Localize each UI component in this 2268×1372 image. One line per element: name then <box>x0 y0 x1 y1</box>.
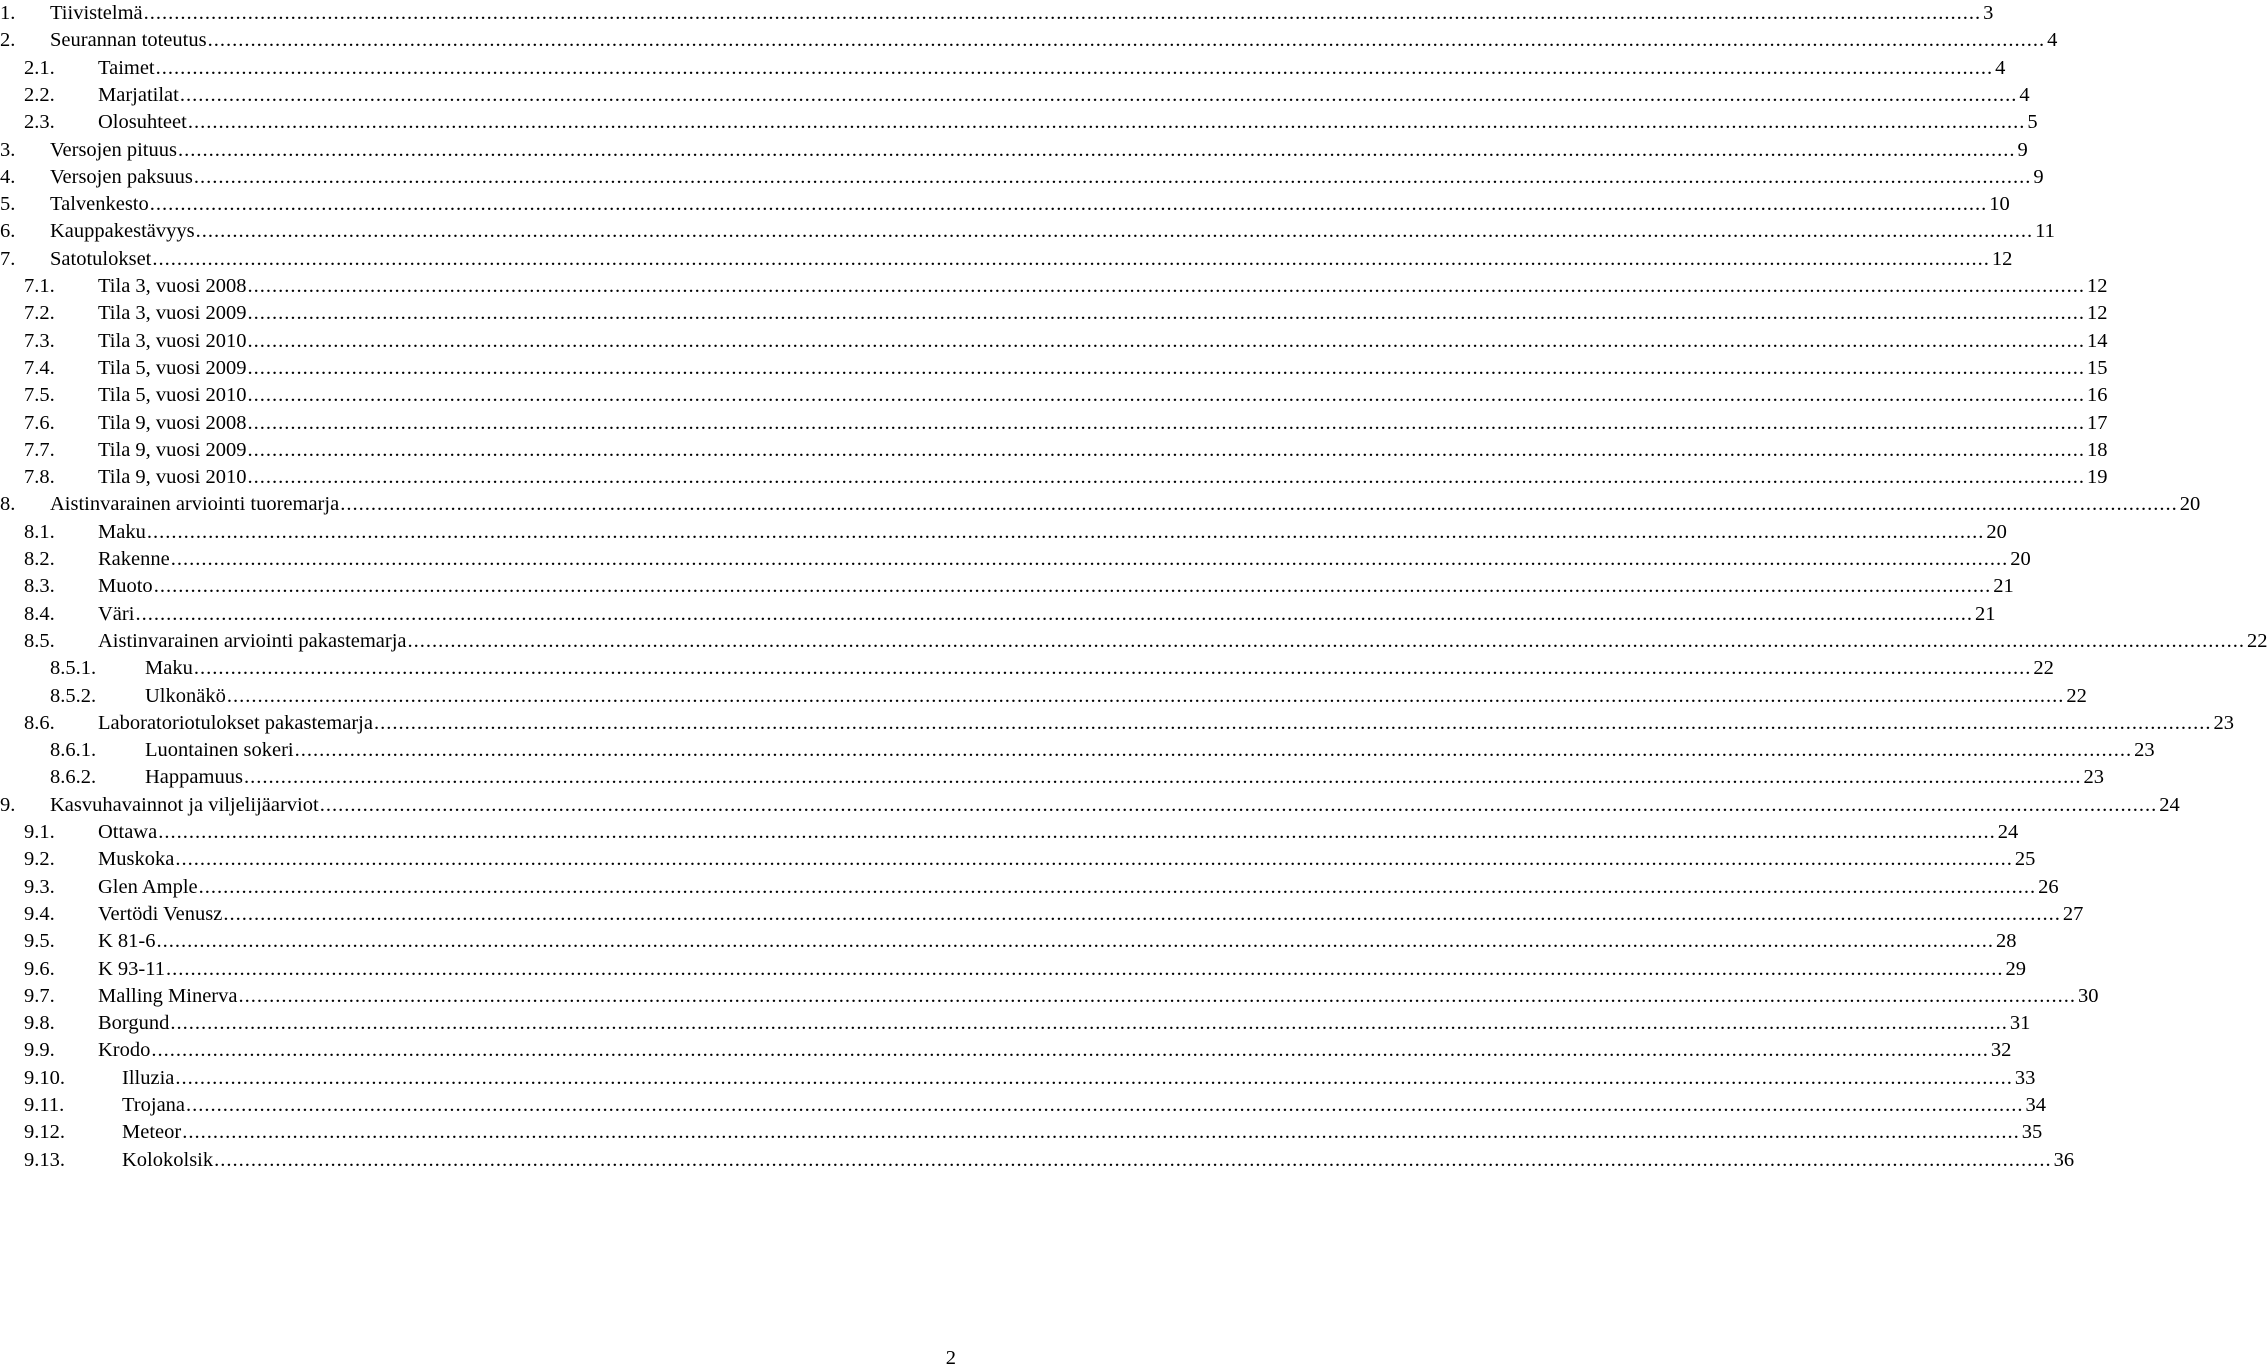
dot-leader: ............................................................................................................................................................................................................................................................................................................ <box>247 275 2085 297</box>
toc-entry[interactable] <box>0 1092 2047 1119</box>
toc-entry[interactable] <box>0 983 2099 1010</box>
toc-entry-number: 9.6. <box>24 957 55 980</box>
toc-entry-number: 9.1. <box>24 821 55 843</box>
toc-entry-page: 18 <box>2086 438 2108 461</box>
dot-leader: ............................................................................................................................................................................................................................................................................................................ <box>151 1039 1989 1062</box>
toc-entry-page: 20 <box>2010 548 2031 570</box>
toc-entry-number: 4. <box>0 165 16 188</box>
toc-entry-number: 9.2. <box>24 848 55 871</box>
toc-entry-page: 16 <box>2086 384 2108 407</box>
toc-entry-number: 9.5. <box>24 930 55 953</box>
toc-entry-title: Väri <box>98 602 135 625</box>
toc-entry-title: Ulkonäkö <box>145 684 226 707</box>
toc-entry-title: Muoto <box>98 575 153 598</box>
toc-entry[interactable] <box>0 27 2058 54</box>
toc-entry-page: 9 <box>2017 138 2028 161</box>
toc-entry-page: 35 <box>2021 1121 2043 1144</box>
toc-entry-page: 29 <box>2005 957 2026 980</box>
toc-entry-title: Talvenkesto <box>50 193 149 216</box>
toc-entry-page: 9 <box>2033 165 2044 188</box>
toc-entry-page: 33 <box>2014 1066 2036 1089</box>
toc-entry-page: 11 <box>2035 220 2055 243</box>
toc-entry[interactable] <box>0 546 2031 573</box>
toc-entry-title: Glen Ample <box>98 875 198 898</box>
toc-entry[interactable] <box>0 437 2108 464</box>
toc-entry-number: 8.1. <box>24 520 55 543</box>
toc-entry-number: 9.12. <box>24 1121 65 1144</box>
toc-entry-number: 1. <box>0 2 16 24</box>
toc-entry-page: 30 <box>2078 984 2099 1007</box>
toc-entry-title: Krodo <box>98 1039 151 1062</box>
dot-leader: ............................................................................................................................................................................................................................................................................................................ <box>207 29 2046 52</box>
toc-entry-page: 22 <box>2066 684 2087 707</box>
toc-entry-number: 8.5.1. <box>50 657 97 680</box>
toc-entry-title: Aistinvarainen arviointi pakastemarja <box>98 629 407 652</box>
toc-entry[interactable] <box>0 328 2108 355</box>
dot-leader: ............................................................................................................................................................................................................................................................................................................ <box>247 384 2085 407</box>
toc-entry-title: Luontainen sokeri <box>145 739 294 762</box>
toc-entry[interactable] <box>0 655 2054 682</box>
toc-entry[interactable] <box>0 218 2055 245</box>
toc-entry-page: 27 <box>2062 902 2084 925</box>
toc-entry-number: 9.9. <box>24 1039 55 1062</box>
toc-entry-number: 7.8. <box>24 466 55 489</box>
toc-entry[interactable] <box>0 0 1994 27</box>
dot-leader: ............................................................................................................................................................................................................................................................................................................ <box>149 193 1988 216</box>
dot-leader: ............................................................................................................................................................................................................................................................................................................ <box>407 629 2246 652</box>
toc-entry-title: Malling Minerva <box>98 984 238 1007</box>
dot-leader: ............................................................................................................................................................................................................................................................................................................ <box>170 548 2009 570</box>
toc-entry-number: 9. <box>0 793 16 816</box>
toc-entry[interactable] <box>0 710 2234 737</box>
toc-entry-number: 7. <box>0 247 16 270</box>
toc-entry-title: Ottawa <box>98 821 158 843</box>
toc-entry[interactable] <box>0 519 2007 546</box>
toc-entry-title: Seurannan toteutus <box>50 29 207 52</box>
toc-entry-number: 8.4. <box>24 602 55 625</box>
toc-entry[interactable] <box>0 300 2108 327</box>
toc-entry-number: 8.6. <box>24 711 55 734</box>
toc-entry-page: 4 <box>2019 83 2030 106</box>
toc-entry[interactable] <box>0 382 2108 409</box>
toc-entry-number: 9.13. <box>24 1148 65 1171</box>
toc-entry-number: 7.6. <box>24 411 55 434</box>
toc-entry-title: Tiivistelmä <box>50 2 143 24</box>
toc-entry-number: 7.2. <box>24 302 55 325</box>
dot-leader: ............................................................................................................................................................................................................................................................................................................ <box>195 220 2034 243</box>
toc-entry-page: 23 <box>2134 739 2155 762</box>
toc-entry-title: Satotulokset <box>50 247 152 270</box>
toc-entry-title: Tila 3, vuosi 2008 <box>98 275 247 297</box>
toc-entry-title: Tila 5, vuosi 2010 <box>98 384 247 407</box>
toc-entry-number: 9.10. <box>24 1066 65 1089</box>
toc-entry-page: 22 <box>2033 657 2054 680</box>
toc-entry-number: 9.4. <box>24 902 55 925</box>
dot-leader: ............................................................................................................................................................................................................................................................................................................ <box>177 138 2016 161</box>
toc-entry-page: 28 <box>1996 930 2017 953</box>
toc-entry-page: 4 <box>2047 29 2058 52</box>
toc-entry[interactable] <box>0 273 2108 300</box>
toc-entry-page: 21 <box>1974 602 1996 625</box>
toc-entry-page: 20 <box>1986 520 2007 543</box>
toc-entry-page: 24 <box>1997 821 2019 843</box>
dot-leader: ............................................................................................................................................................................................................................................................................................................ <box>247 438 2085 461</box>
toc-entry[interactable] <box>0 1065 2036 1092</box>
dot-leader: ............................................................................................................................................................................................................................................................................................................ <box>247 302 2085 325</box>
dot-leader: ............................................................................................................................................................................................................................................................................................................ <box>155 56 1994 79</box>
toc-entry-title: Borgund <box>98 1012 170 1035</box>
toc-entry-page: 12 <box>2086 275 2108 297</box>
toc-entry[interactable] <box>0 764 2104 791</box>
toc-entry[interactable] <box>0 901 2084 928</box>
toc-entry[interactable] <box>0 82 2030 109</box>
toc-entry-number: 8.6.1. <box>50 739 97 762</box>
dot-leader: ............................................................................................................................................................................................................................................................................................................ <box>146 520 1985 543</box>
toc-entry-number: 8.5.2. <box>50 684 97 707</box>
toc-entry-number: 8. <box>0 493 16 516</box>
toc-entry-page: 36 <box>2053 1148 2075 1171</box>
dot-leader: ............................................................................................................................................................................................................................................................................................................ <box>223 902 2061 925</box>
dot-leader: ............................................................................................................................................................................................................................................................................................................ <box>373 711 2212 734</box>
toc-entry-number: 8.2. <box>24 548 55 570</box>
toc-entry[interactable] <box>0 846 2036 873</box>
toc-entry-page: 34 <box>2025 1094 2047 1116</box>
toc-entry-title: Kolokolsik <box>122 1148 214 1171</box>
page-number: 2 <box>945 1347 956 1369</box>
dot-leader: ............................................................................................................................................................................................................................................................................................................ <box>214 1148 2052 1171</box>
toc-entry[interactable] <box>0 1147 2075 1174</box>
toc-entry-title: Meteor <box>122 1121 182 1144</box>
toc-entry-page: 19 <box>2086 466 2108 489</box>
toc-entry[interactable] <box>0 874 2059 901</box>
toc-entry-page: 20 <box>2179 493 2201 516</box>
toc-entry[interactable] <box>0 928 2017 955</box>
dot-leader: ............................................................................................................................................................................................................................................................................................................ <box>247 329 2085 352</box>
toc-entry-page: 21 <box>1993 575 2014 598</box>
toc-entry-page: 5 <box>2027 111 2038 134</box>
dot-leader: ............................................................................................................................................................................................................................................................................................................ <box>143 2 1982 24</box>
dot-leader: ............................................................................................................................................................................................................................................................................................................ <box>152 247 1990 270</box>
dot-leader: ............................................................................................................................................................................................................................................................................................................ <box>319 793 2158 816</box>
toc-entry-page: 4 <box>1995 56 2006 79</box>
dot-leader: ............................................................................................................................................................................................................................................................................................................ <box>247 356 2085 379</box>
dot-leader: ............................................................................................................................................................................................................................................................................................................ <box>166 957 2004 980</box>
dot-leader: ............................................................................................................................................................................................................................................................................................................ <box>226 684 2065 707</box>
toc-entry-title: K 81-6 <box>98 930 156 953</box>
toc-entry-number: 5. <box>0 193 16 216</box>
toc-entry-number: 7.7. <box>24 438 55 461</box>
dot-leader: ............................................................................................................................................................................................................................................................................................................ <box>182 1121 2020 1144</box>
toc-entry-title: Tila 9, vuosi 2008 <box>98 411 247 434</box>
toc-entry-number: 6. <box>0 220 16 243</box>
toc-entry-number: 9.11. <box>24 1094 65 1116</box>
toc-entry-page: 17 <box>2086 411 2108 434</box>
toc-entry[interactable] <box>0 737 2155 764</box>
toc-entry[interactable] <box>0 1037 2012 1064</box>
toc-entry[interactable] <box>0 573 2014 600</box>
toc-entry-title: Tila 9, vuosi 2010 <box>98 466 247 489</box>
dot-leader: ............................................................................................................................................................................................................................................................................................................ <box>340 493 2178 516</box>
toc-entry-page: 25 <box>2014 848 2036 871</box>
toc-entry-title: Maku <box>145 657 193 680</box>
toc-entry-title: Vertödi Venusz <box>98 902 223 925</box>
dot-leader: ............................................................................................................................................................................................................................................................................................................ <box>294 739 2133 762</box>
toc-entry[interactable] <box>0 683 2087 710</box>
toc-entry-title: Rakenne <box>98 548 170 570</box>
toc-entry-title: Tila 3, vuosi 2009 <box>98 302 247 325</box>
toc-entry-number: 2. <box>0 29 16 52</box>
dot-leader: ............................................................................................................................................................................................................................................................................................................ <box>243 766 2082 789</box>
toc-entry[interactable] <box>0 164 2044 191</box>
toc-entry-number: 2.2. <box>24 83 55 106</box>
toc-entry-number: 3. <box>0 138 16 161</box>
toc-entry-number: 8.5. <box>24 629 55 652</box>
toc-entry[interactable] <box>0 491 2201 518</box>
toc-entry-title: Tila 3, vuosi 2010 <box>98 329 247 352</box>
toc-entry-title: Illuzia <box>122 1066 175 1089</box>
dot-leader: ............................................................................................................................................................................................................................................................................................................ <box>247 411 2085 434</box>
toc-entry[interactable] <box>0 355 2108 382</box>
toc-entry[interactable] <box>0 109 2038 136</box>
dot-leader: ............................................................................................................................................................................................................................................................................................................ <box>193 165 2032 188</box>
toc-entry[interactable] <box>0 55 2006 82</box>
toc-entry[interactable] <box>0 628 2268 655</box>
toc-entry-page: 26 <box>2038 875 2059 898</box>
toc-entry-number: 7.3. <box>24 329 55 352</box>
toc-entry-page: 3 <box>1983 2 1994 24</box>
toc-entry-page: 22 <box>2247 629 2268 652</box>
dot-leader: ............................................................................................................................................................................................................................................................................................................ <box>179 83 2018 106</box>
toc-entry-number: 9.7. <box>24 984 55 1007</box>
dot-leader: ............................................................................................................................................................................................................................................................................................................ <box>198 875 2037 898</box>
toc-entry-number: 7.1. <box>24 275 55 297</box>
toc-entry-title: Aistinvarainen arviointi tuoremarja <box>50 493 340 516</box>
toc-entry[interactable] <box>0 792 2180 819</box>
dot-leader: ............................................................................................................................................................................................................................................................................................................ <box>175 848 2013 871</box>
toc-entry-title: Marjatilat <box>98 83 179 106</box>
toc-entry-page: 24 <box>2159 793 2180 816</box>
toc-entry-title: Taimet <box>98 56 155 79</box>
toc-entry[interactable] <box>0 410 2108 437</box>
toc-entry-title: Kasvuhavainnot ja viljelijäarviot <box>50 793 319 816</box>
toc-entry-title: Tila 9, vuosi 2009 <box>98 438 247 461</box>
dot-leader: ............................................................................................................................................................................................................................................................................................................ <box>170 1012 2008 1035</box>
toc-entry-number: 7.5. <box>24 384 55 407</box>
toc-entry-title: Trojana <box>122 1094 186 1116</box>
toc-entry-page: 12 <box>2086 302 2108 325</box>
dot-leader: ............................................................................................................................................................................................................................................................................................................ <box>193 657 2032 680</box>
dot-leader: ............................................................................................................................................................................................................................................................................................................ <box>186 1094 2024 1116</box>
toc-entry-title: Muskoka <box>98 848 175 871</box>
toc-entry-title: Olosuhteet <box>98 111 187 134</box>
toc-entry-number: 8.6.2. <box>50 766 97 789</box>
dot-leader: ............................................................................................................................................................................................................................................................................................................ <box>247 466 2085 489</box>
toc-entry[interactable] <box>0 819 2019 846</box>
toc-entry-number: 2.3. <box>24 111 55 134</box>
toc-entry-page: 23 <box>2083 766 2104 789</box>
toc-entry-title: Versojen pituus <box>50 138 177 161</box>
toc-entry-page: 10 <box>1989 193 2010 216</box>
toc-entry-number: 9.8. <box>24 1012 55 1035</box>
toc-entry-title: Laboratoriotulokset pakastemarja <box>98 711 373 734</box>
toc-entry-page: 32 <box>1990 1039 2012 1062</box>
dot-leader: ............................................................................................................................................................................................................................................................................................................ <box>175 1066 2013 1089</box>
toc-entry-page: 15 <box>2086 356 2108 379</box>
toc-entry[interactable] <box>0 464 2108 491</box>
toc-entry-title: K 93-11 <box>98 957 165 980</box>
toc-entry[interactable] <box>0 1010 2031 1037</box>
toc-entry-title: Tila 5, vuosi 2009 <box>98 356 247 379</box>
toc-entry-page: 14 <box>2086 329 2108 352</box>
toc-entry-number: 7.4. <box>24 356 55 379</box>
toc-entry[interactable] <box>0 191 2010 218</box>
toc-entry[interactable] <box>0 246 2013 273</box>
dot-leader: ............................................................................................................................................................................................................................................................................................................ <box>158 821 1996 843</box>
toc-entry-number: 8.3. <box>24 575 55 598</box>
dot-leader: ............................................................................................................................................................................................................................................................................................................ <box>187 111 2026 134</box>
toc-entry-number: 2.1. <box>24 56 55 79</box>
toc-entry[interactable] <box>0 137 2028 164</box>
dot-leader: ............................................................................................................................................................................................................................................................................................................ <box>153 575 1992 598</box>
toc-entry[interactable] <box>0 956 2026 983</box>
toc-entry-page: 31 <box>2009 1012 2031 1035</box>
toc-entry-title: Maku <box>98 520 146 543</box>
toc-entry[interactable] <box>0 601 1996 628</box>
toc-entry-number: 9.3. <box>24 875 55 898</box>
toc-entry-title: Versojen paksuus <box>50 165 193 188</box>
dot-leader: ............................................................................................................................................................................................................................................................................................................ <box>135 602 1973 625</box>
toc-entry-page: 12 <box>1991 247 2013 270</box>
toc-entry-page: 23 <box>2213 711 2234 734</box>
dot-leader: ............................................................................................................................................................................................................................................................................................................ <box>156 930 1995 953</box>
dot-leader: ............................................................................................................................................................................................................................................................................................................ <box>238 984 2076 1007</box>
toc-entry-title: Kauppakestävyys <box>50 220 195 243</box>
toc-entry[interactable] <box>0 1119 2043 1146</box>
toc-entry-title: Happamuus <box>145 766 243 789</box>
